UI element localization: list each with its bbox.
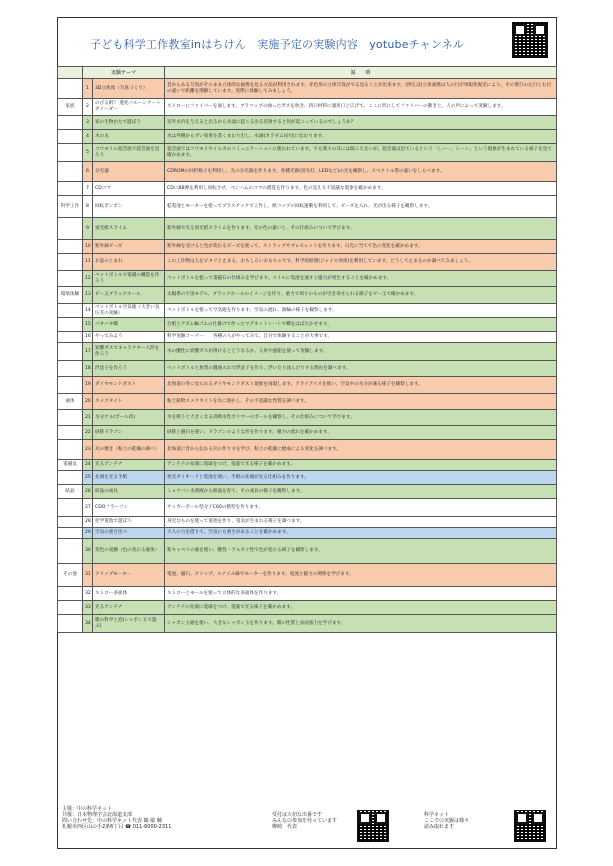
number-cell: 5 xyxy=(83,144,93,162)
number-cell: 33 xyxy=(83,601,93,615)
table-row xyxy=(58,615,557,633)
description-cell: 乾電池とモーターを使ってプラスチックで工作し、紙コップの回転運動を利用して、ビーズを入れ、光が出る様子を観察します。 xyxy=(165,196,557,218)
category-cell xyxy=(58,539,83,564)
number-cell: 2 xyxy=(83,99,93,116)
description-cell: ストローにファイバーを通します。ブラコップの曲ったガスを吹き、四口材料に適用口と広げて、ここに形にしてファイバーの動きと、人の声によって実験します。 xyxy=(165,99,557,116)
theme-cell: 先端を光る手紙 xyxy=(93,471,165,485)
footer-note xyxy=(272,812,337,830)
category-cell xyxy=(58,182,83,196)
theme-cell: 空気の重さ比べ xyxy=(93,528,165,539)
theme-cell: 光るアンテナ xyxy=(93,601,165,615)
table-row xyxy=(58,499,557,517)
description-cell: 砂鉄と磁石を使い、ドラゴンのような形を作ります。磁力の流れを確かめます。 xyxy=(165,426,557,440)
number-cell: 6 xyxy=(83,162,93,182)
number-cell: 24 xyxy=(83,460,93,471)
category-cell xyxy=(58,601,83,615)
category-cell: 環境体験 xyxy=(58,287,83,304)
footer-line: 科学ネット xyxy=(424,812,450,818)
category-cell xyxy=(58,130,83,144)
category-cell xyxy=(58,162,83,182)
description-cell: 科学実験コーナー 各種の人がやってみて、自分で体験することが大事です。 xyxy=(165,332,557,343)
theme-cell: クリップモーター xyxy=(93,564,165,587)
category-cell xyxy=(58,240,83,254)
footer-line: 主催：中の科学ネット xyxy=(62,806,113,812)
number-cell: 1 xyxy=(83,79,93,99)
number-cell: 32 xyxy=(83,587,93,601)
number-cell: 15 xyxy=(83,318,93,332)
footer-line: みんなの参加を待っています xyxy=(272,818,338,824)
number-cell: 13 xyxy=(83,287,93,304)
category-cell xyxy=(58,218,83,240)
table-row xyxy=(58,394,557,410)
number-cell: 16 xyxy=(83,332,93,343)
description-cell: 超音波ではコウモリやイルカのコミュニケーションに使われています。でも我々の耳には聞こえないが、超音波は出ているという「し〜ー、シーン」という現象が生まれている様子を見て確かめます。 xyxy=(165,144,557,162)
theme-cell: CDOフラーソン xyxy=(93,499,165,517)
footer-line: 読み取れます xyxy=(424,824,455,830)
number-cell: 20 xyxy=(83,394,93,410)
number-cell: 31 xyxy=(83,564,93,587)
table-row xyxy=(58,304,557,318)
table-row xyxy=(58,271,557,287)
theme-cell: 砂鉄ドラゴン xyxy=(93,426,165,440)
theme-cell: 紫外線ビーズ xyxy=(93,240,165,254)
table-row xyxy=(58,471,557,485)
number-cell: 14 xyxy=(83,304,93,318)
number-cell: 17 xyxy=(83,343,93,361)
theme-cell: 光るアンテナ xyxy=(93,460,165,471)
table-row xyxy=(58,485,557,499)
table-row xyxy=(58,162,557,182)
category-cell xyxy=(58,332,83,343)
table-row xyxy=(58,361,557,377)
table-row xyxy=(58,440,557,460)
theme-cell: 分光器 xyxy=(93,162,165,182)
category-cell: 液体 xyxy=(58,394,83,410)
description-cell: 大人の力を借りて、空気にも重さがあることを確かめます。 xyxy=(165,528,557,539)
table-row xyxy=(58,539,557,564)
table-row xyxy=(58,130,557,144)
category-cell xyxy=(58,499,83,517)
table-row xyxy=(58,460,557,471)
page-title: 子ども科学工作教室inはちけん 実施予定の実験内容 yotubeチャンネル xyxy=(90,38,465,51)
category-cell xyxy=(58,271,83,287)
table-row xyxy=(58,332,557,343)
category-cell xyxy=(58,254,83,271)
description-cell: アンテナの先端に電球をつけ、電波で光る様子を確かめます。 xyxy=(165,460,557,471)
theme-cell: ストロー多面体 xyxy=(93,587,165,601)
description-cell: 紫外線で光る蛍光紙スライムを作ります。光の色の違いと、その仕組みについて学びます。 xyxy=(165,218,557,240)
table-row xyxy=(58,144,557,162)
theme-cell: 結晶の成長 xyxy=(93,485,165,499)
number-cell: 26 xyxy=(83,485,93,499)
footer-line: 受付は大切な出番です xyxy=(272,812,323,818)
number-cell: 28 xyxy=(83,517,93,528)
number-cell: 12 xyxy=(83,271,93,287)
description-cell: 太陽系の宇宙モデル、ブラックホールのイメージを作り、重力で周りのものが引き寄せられる様子をビー玉で確かめます。 xyxy=(165,287,557,304)
theme-cell: 炭酸ガスでキャラクター人形を作ろう xyxy=(93,343,165,361)
category-cell xyxy=(58,517,83,528)
table-body xyxy=(58,79,557,633)
number-cell: 18 xyxy=(83,361,93,377)
description-cell: 紫外線を受けると色が変わるビーズを使って、ストラップやブレスレットを作ります。日光に当てて色の変化を確かめます。 xyxy=(165,240,557,254)
table-row xyxy=(58,116,557,130)
table-row xyxy=(58,196,557,218)
footer-line: 共催：日本物理学会北海道支部 xyxy=(62,812,133,818)
category-cell: その他 xyxy=(58,564,83,587)
description-cell: 水を吸うと大きくなる高吸水性ポリマーのボールを観察し、その仕組みについて学びます。 xyxy=(165,410,557,426)
theme-cell: バタバタ蝶 xyxy=(93,318,165,332)
description-cell: 紫キャベツの液を使い、酸性・アルカリ性で色が変わる様子を観察します。 xyxy=(165,539,557,564)
category-cell xyxy=(58,318,83,332)
description-cell: CDにBB弾を利用し回転させ、ベンハムのコマの錯覚を作ります。色の見える不思議な現象を確かめます。 xyxy=(165,182,557,196)
description-cell: ペットボトルと魚型の醤油入れで浮沈子を作り、浮いたり沈んだりする理由を調べます。 xyxy=(165,361,557,377)
theme-cell: ビー玉ブラックホール xyxy=(93,287,165,304)
number-cell: 10 xyxy=(83,240,93,254)
footer-organizer xyxy=(62,806,171,830)
category-cell xyxy=(58,377,83,394)
theme-cell: 水分ゲル(ボール状) xyxy=(93,410,165,426)
category-cell xyxy=(58,528,83,539)
table-row xyxy=(58,99,557,116)
number-cell: 4 xyxy=(83,130,93,144)
description-cell: アンテナの先端に電球をつけ、電波で光る様子を確かめます。 xyxy=(165,601,557,615)
category-cell xyxy=(58,615,83,633)
description-cell: この工作物は人をピタリと止まる、おもしろいおもちゃです。科学的原理(ジャイロ効果)を利用しています。どうして止まるのか調べてみましょう。 xyxy=(165,254,557,271)
theme-cell: 瓦の焼き（粘土の乾燥の調べ） xyxy=(93,440,165,460)
table-row xyxy=(58,318,557,332)
number-cell: 23 xyxy=(83,440,93,460)
table-row xyxy=(58,517,557,528)
theme-cell: 膜の科学と泡(シャボン玉で遊ぶ) xyxy=(93,615,165,633)
table-row xyxy=(58,426,557,440)
theme-cell: 浮沈子を作ろう xyxy=(93,361,165,377)
table-row xyxy=(58,528,557,539)
table-row xyxy=(58,218,557,240)
number-cell: 3 xyxy=(83,116,93,130)
number-cell: 7 xyxy=(83,182,93,196)
theme-cell: 家の生物かたで遊ぼう xyxy=(93,116,165,130)
description-cell: ペットボトルを使って電磁石の仕組みを学びます。コイルに電流を流すと磁力が発生することを確かめます。 xyxy=(165,271,557,287)
category-cell xyxy=(58,440,83,460)
number-cell: 8 xyxy=(83,196,93,218)
description-cell: 北海道の冬に見られるダイヤモンドダスト現象を再現します。ドライアイスを使い、空気中の水分が凍る様子を観察します。 xyxy=(165,377,557,394)
theme-cell: 化学電池で遊ぼう xyxy=(93,517,165,528)
table-row xyxy=(58,410,557,426)
number-cell: 25 xyxy=(83,471,93,485)
theme-cell: お話のとまれ xyxy=(93,254,165,271)
category-cell xyxy=(58,361,83,377)
number-cell: 21 xyxy=(83,410,93,426)
number-cell: 9 xyxy=(83,218,93,240)
description-cell: ペットボトルを使って空気砲を作ります。空気の流れ、渦輪の様子を観察します。 xyxy=(165,304,557,318)
footer-line: 樽崎 代表 xyxy=(272,824,298,830)
theme-cell: 3D立体図（写真づくり） xyxy=(93,79,165,99)
theme-cell: CDコマ xyxy=(93,182,165,196)
description-cell: 北海道に昔から伝わる瓦の作り方を学び、粘土の乾燥と焼成による変化を調べます。 xyxy=(165,440,557,460)
number-cell: 27 xyxy=(83,499,93,517)
description-cell: 台紙とアダム輪ゴムの仕掛けで作ったマグネットシートで蝶をはばたかせます。 xyxy=(165,318,557,332)
description-cell: 水は外側からずい効果を書くまわり出し、水滴(カラダム)が出に伝わります。 xyxy=(165,130,557,144)
table-row xyxy=(58,587,557,601)
category-cell: 電磁気 xyxy=(58,460,83,471)
table-row xyxy=(58,182,557,196)
description-cell: 電池、磁石、クリップ、エナメル線でモーターを作ります。電流と磁力の関係を学びます。 xyxy=(165,564,557,587)
table-row xyxy=(58,79,557,99)
number-cell: 22 xyxy=(83,426,93,440)
footer-line: 札幌市西区山の手2条6丁目 ☎ 011-6000-2311 xyxy=(62,824,172,830)
category-cell xyxy=(58,587,83,601)
description-cell: 昔からある写真がそのまま立体的な画像を見る方法が利用されます。赤色用の立体写真がでる見ることが出来ます。(例えば)立体画像は人の目が単眼状視差により、その奥行の左目と右目の違いで距離を理解しています。実際に体験してみましょう。 xyxy=(165,79,557,99)
number-cell: 29 xyxy=(83,528,93,539)
description-cell: 水の酸性に炭酸ガスが溶けるとどうなるか、人形や風船を使って実験します。 xyxy=(165,343,557,361)
theme-cell: 回転ポンポン xyxy=(93,196,165,218)
theme-cell: ペットボトル空気砲（大きい気圧差の実験） xyxy=(93,304,165,318)
category-cell xyxy=(58,79,83,99)
category-cell: 家族 xyxy=(58,99,83,116)
theme-cell: ペットボトルで電磁の構造を作ろう xyxy=(93,271,165,287)
category-cell xyxy=(58,343,83,361)
number-cell: 19 xyxy=(83,377,93,394)
theme-cell: やってみよう xyxy=(93,332,165,343)
theme-cell: ダイヤモンドダスト xyxy=(93,377,165,394)
table-header xyxy=(58,67,557,79)
theme-cell: コウモリの超音波で超音波を見ろう xyxy=(93,144,165,162)
footer-qr-caption xyxy=(424,812,469,830)
theme-cell: 変色の実験（色の変わる液体） xyxy=(93,539,165,564)
table-row xyxy=(58,343,557,361)
theme-cell: のびる紙？ 進化バルーンアートダイーダー xyxy=(93,99,165,116)
footer-line: ここでの実験は様々 xyxy=(424,818,470,824)
footer xyxy=(62,806,552,846)
description-cell: 室外水内を与えると出るから水面に起こる出る反射すると何が起こっているのでしょうか？ xyxy=(165,116,557,130)
header-theme: 実験テーマ xyxy=(83,67,165,79)
header-description: 説 明 xyxy=(165,67,557,79)
category-cell xyxy=(58,304,83,318)
description-cell: ミョウバン水溶液から結晶を育て、その成長の様子を観察します。 xyxy=(165,485,557,499)
table-row xyxy=(58,601,557,615)
theme-cell: 蛍光紙スライム xyxy=(93,218,165,240)
qr-code-top[interactable] xyxy=(512,22,548,58)
theme-cell: スメクタイト xyxy=(93,394,165,410)
description-cell: シャボン玉液を使い、大きなシャボン玉を作ります。膜の性質と表面張力を学びます。 xyxy=(165,615,557,633)
table-row xyxy=(58,377,557,394)
number-cell: 11 xyxy=(83,254,93,271)
description-cell: サッカーボール型分子C60の模型を作ります。 xyxy=(165,499,557,517)
table-row xyxy=(58,240,557,254)
category-cell xyxy=(58,426,83,440)
description-cell: 身近なものを使って電池を作り、電気が生まれる様子を調べます。 xyxy=(165,517,557,528)
description-cell: ストローとモールを使って立体的な多面体を作ります。 xyxy=(165,587,557,601)
category-cell xyxy=(58,144,83,162)
description-cell: CDROMの回折格子を利用し、光の分光器を作ります。各種光源(蛍光灯、LEDなど)の光を観察し、スペクトル帯の違いをしらべます。 xyxy=(165,162,557,182)
category-cell: 結晶 xyxy=(58,485,83,499)
description-cell: 発光ダイオードと電池を使い、手紙の先端が光る仕組みを作ります。 xyxy=(165,471,557,485)
category-cell xyxy=(58,471,83,485)
number-cell: 34 xyxy=(83,615,93,633)
number-cell: 30 xyxy=(83,539,93,564)
category-cell xyxy=(58,410,83,426)
table-row xyxy=(58,564,557,587)
footer-line: 問い合わせ先：中の科学ネット代表 鶴 敏 輔 xyxy=(62,818,162,824)
table-row xyxy=(58,254,557,271)
category-cell: 科学工作 xyxy=(58,196,83,218)
experiment-table xyxy=(57,66,557,633)
description-cell: 粘土鉱物スメクタイトを水に溶かし、その不思議な性質を調べます。 xyxy=(165,394,557,410)
theme-cell: 水の丸 xyxy=(93,130,165,144)
category-cell xyxy=(58,116,83,130)
table-row xyxy=(58,287,557,304)
